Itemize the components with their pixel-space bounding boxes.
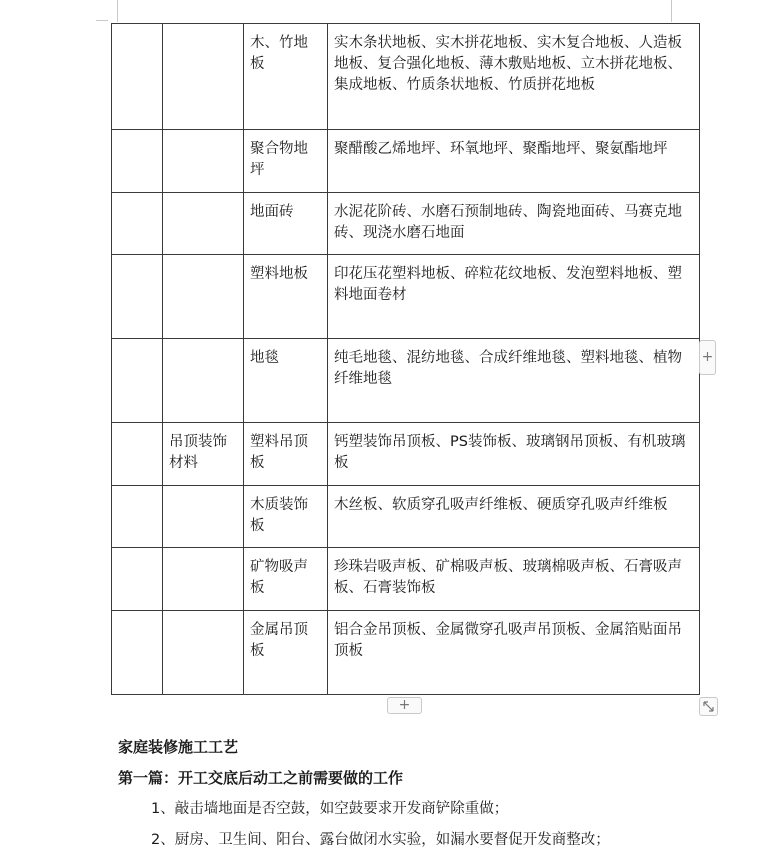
category-cell[interactable] [112,423,163,486]
table-resize-handle[interactable] [699,697,718,716]
plus-icon: + [398,697,411,713]
materials-table[interactable] [111,23,700,695]
table-row [112,24,700,130]
list-item: 1、敲击墙地面是否空鼓，如空鼓要求开发商铲除重做； [151,801,509,817]
examples-cell[interactable]: 纯毛地毯、混纺地毯、合成纤维地毯、塑料地毯、植物纤维地毯 [328,339,700,423]
category-cell[interactable] [112,611,163,695]
material-type-cell[interactable]: 木、竹地板 [244,24,328,130]
material-type-cell[interactable]: 金属吊顶板 [244,611,328,695]
table-row [112,193,700,255]
category-cell[interactable] [112,255,163,339]
add-column-button[interactable] [699,340,716,375]
examples-cell[interactable]: 水泥花阶砖、水磨石预制地砖、陶瓷地面砖、马赛克地砖、现浇水磨石地面 [328,193,700,255]
page-corner-mark [96,20,108,21]
page-margin-guide-right [671,0,672,22]
document-title: 家庭装修施工工艺 [118,738,239,756]
subcategory-cell[interactable] [163,548,244,611]
subcategory-cell[interactable]: 吊顶装饰材料 [163,423,244,486]
material-type-cell[interactable]: 矿物吸声板 [244,548,328,611]
subcategory-cell[interactable] [163,193,244,255]
material-type-cell[interactable]: 聚合物地坪 [244,130,328,193]
list-item: 2、厨房、卫生间、阳台、露台做闭水实验，如漏水要督促开发商整改； [151,832,610,848]
subcategory-cell[interactable] [163,486,244,548]
subcategory-cell[interactable] [163,255,244,339]
table-row [112,255,700,339]
subcategory-cell[interactable] [163,339,244,423]
table-row [112,486,700,548]
resize-diagonal-icon [700,698,717,715]
subcategory-cell[interactable] [163,611,244,695]
examples-cell[interactable]: 实木条状地板、实木拼花地板、实木复合地板、人造板地板、复合强化地板、薄木敷贴地板、立木拼花地板、集成地板、竹质条状地板、竹质拼花地板 [328,24,700,130]
material-type-cell[interactable]: 塑料地板 [244,255,328,339]
examples-cell[interactable]: 印花压花塑料地板、碎粒花纹地板、发泡塑料地板、塑料地面卷材 [328,255,700,339]
page-margin-guide-left [117,0,118,22]
examples-cell[interactable]: 木丝板、软质穿孔吸声纤维板、硬质穿孔吸声纤维板 [328,486,700,548]
examples-cell[interactable]: 聚醋酸乙烯地坪、环氧地坪、聚酯地坪、聚氨酯地坪 [328,130,700,193]
material-type-cell[interactable]: 塑料吊顶板 [244,423,328,486]
category-cell[interactable] [112,339,163,423]
category-cell[interactable] [112,24,163,130]
examples-cell[interactable]: 铝合金吊顶板、金属微穿孔吸声吊顶板、金属箔贴面吊顶板 [328,611,700,695]
subcategory-cell[interactable] [163,24,244,130]
material-type-cell[interactable]: 地面砖 [244,193,328,255]
subcategory-cell[interactable] [163,130,244,193]
examples-cell[interactable]: 珍珠岩吸声板、矿棉吸声板、玻璃棉吸声板、石膏吸声板、石膏装饰板 [328,548,700,611]
table-row [112,423,700,486]
plus-icon: + [701,349,714,365]
material-type-cell[interactable]: 地毯 [244,339,328,423]
material-type-cell[interactable]: 木质装饰板 [244,486,328,548]
table-row [112,548,700,611]
section-title: 第一篇：开工交底后动工之前需要做的工作 [118,769,404,787]
category-cell[interactable] [112,193,163,255]
add-row-button[interactable] [387,697,422,714]
category-cell[interactable] [112,130,163,193]
table-row [112,611,700,695]
table-row [112,130,700,193]
category-cell[interactable] [112,548,163,611]
category-cell[interactable] [112,486,163,548]
table-row [112,339,700,423]
examples-cell[interactable]: 钙塑装饰吊顶板、PS装饰板、玻璃钢吊顶板、有机玻璃板 [328,423,700,486]
